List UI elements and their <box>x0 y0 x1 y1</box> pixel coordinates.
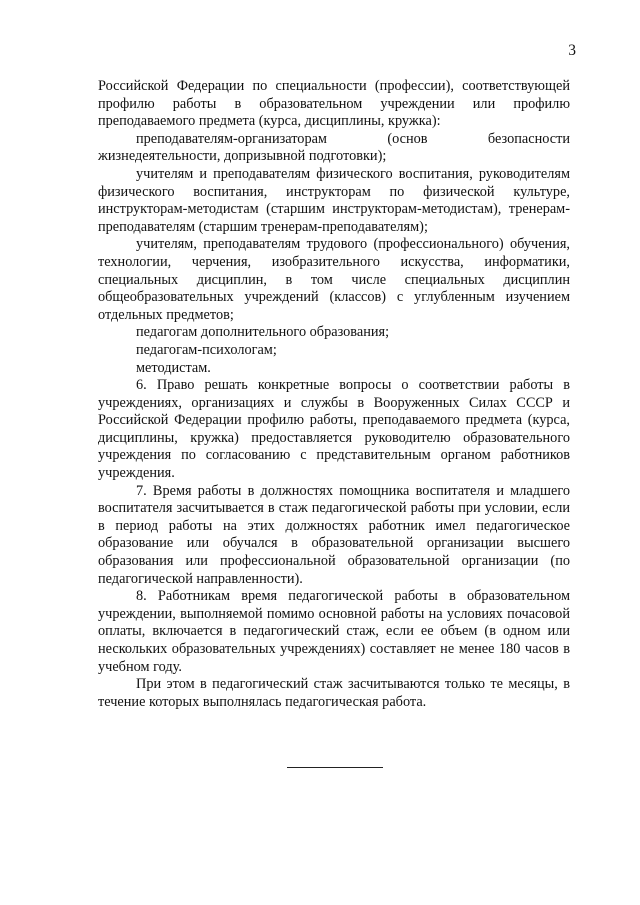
paragraph-list-item: педагогам дополнительного образования; <box>136 324 390 341</box>
paragraph-list-item: преподавателям-организаторам (основ безопасности жизнедеятельности, допризывной подготовки); <box>98 130 570 165</box>
page-number: 3 <box>568 42 576 59</box>
paragraph-list-item: учителям, преподавателям трудового (профессионального) обучения, технологии, черчения, изобразительного искусства, информатики, специальных дисциплин, в том числе специальных дисциплин общеобразовательных учреждений (классов) с углубленным изучением отдельных предметов; <box>98 236 570 323</box>
paragraph-closing: При этом в педагогический стаж засчитываются только те месяцы, в течение которых выполнялась педагогическая работа. <box>98 676 570 710</box>
document-body <box>98 78 570 711</box>
paragraph-clause-8: 8. Работникам время педагогической работы в образовательном учреждении, выполняемой помимо основной работы на условиях почасовой оплаты, включается в педагогический стаж, если ее объем (в одном или нескольких образовательных учреждениях) составляет не менее 180 часов в учебном году. <box>98 588 570 675</box>
closing-divider-line <box>287 767 383 768</box>
paragraph-clause-7: 7. Время работы в должностях помощника воспитателя и младшего воспитателя засчитывается в стаж педагогической работы при условии, если в период работы на этих должностях работник имел педагогическое образование или обучался в образовательной организации высшего образования или профессиональной образовательной организации (по педагогической направленности). <box>98 482 570 587</box>
paragraph-list-item: методистам. <box>136 359 211 376</box>
paragraph-list-item: учителям и преподавателям физического воспитания, руководителям физического воспитания, инструкторам по физической культуре, инструкторам-методистам (старшим инструкторам-методистам), тренерам-преподавателям (старшим тренерам-преподавателям); <box>98 165 570 235</box>
paragraph-clause-6: 6. Право решать конкретные вопросы о соответствии работы в учреждениях, организациях и службы в Вооруженных Силах СССР и Российской Федерации профилю работы, преподаваемого предмета (курса, дисциплины, кружка) предоставляется руководителю образовательного учреждения по согласованию с представительным органом работников учреждения. <box>98 377 570 482</box>
paragraph-continuation: Российской Федерации по специальности (профессии), соответствующей профилю работы в образовательном учреждении или профилю преподаваемого предмета (курса, дисциплины, кружка): <box>98 78 570 130</box>
paragraph-list-item: педагогам-психологам; <box>136 341 277 358</box>
